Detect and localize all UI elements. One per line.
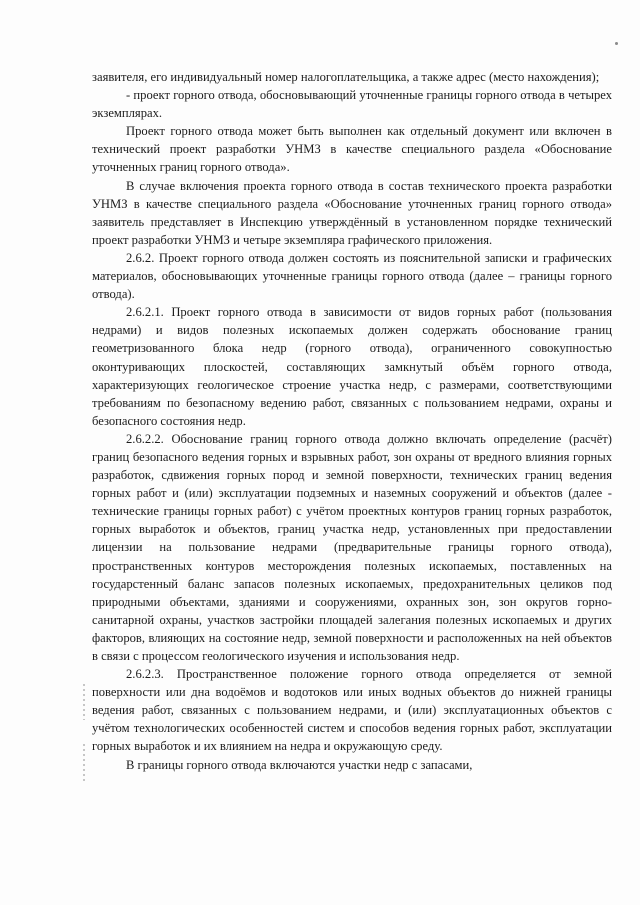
paragraph: В случае включения проекта горного отвода в состав технического проекта разработки УНМЗ в качестве специального раздела «Обоснование уточненных границ горного отвода» заявитель представляет в Инспекцию утверждённый в установленном порядке технический проект разработки УНМЗ и четыре экземпляра графического приложения. bbox=[92, 178, 612, 247]
paragraph: 2.6.2.2. Обоснование границ горного отвода должно включать определение (расчёт) границ безопасного ведения горных и взрывных работ, зон охраны от вредного влияния горных разработок, сдвижения горных пород и земной поверхности, технических границ ведения горных работ и (или) эксплуатации подземных и наземных сооружений и объектов (далее - технические границы горных работ) с учётом проектных контуров границ горных разработок, горных выработок и объектов, границ участка недр, установленных при предоставлении лицензии на пользование недрами (предварительные границы горного отвода), пространственных контуров месторождения полезных ископаемых, поставленных на государстенный баланс запасов полезных ископаемых, предохранительных целиков под природными объектами, зданиями и сооружениями, охранных зон, зон округов горно-санитарной охраны, участков застройки площадей залегания полезных ископаемых и других факторов, влияющих на состояние недр, земной поверхности и расположенных на ней объектов в связи с процессом геологического изучения и использования недр. bbox=[92, 431, 612, 663]
paragraph: 2.6.2.1. Проект горного отвода в зависимости от видов горных работ (пользования недрами) и видов полезных ископаемых должен содержать обоснование границ геометризованного блока недр (горного отвода), ограниченного совокупностью оконтуривающих плоскостей, составляющих замкнутый объём горного отвода, характеризующих геологическое строение участка недр, с размерами, соответствующими требованиям по безопасному ведению работ, связанных с пользованием недрами, охраны и безопасного состояния недр. bbox=[92, 305, 612, 428]
binding-mark bbox=[83, 684, 85, 720]
paragraph: - проект горного отвода, обосновывающий уточненные границы горного отвода в четырех экземплярах. bbox=[92, 88, 612, 121]
scan-speck bbox=[615, 42, 618, 45]
paragraph: 2.6.2. Проект горного отвода должен состоять из пояснительной записки и графических материалов, обосновывающих уточненные границы горного отвода (далее – границы горного отвода). bbox=[92, 250, 612, 302]
paragraph: В границы горного отвода включаются участки недр с запасами, bbox=[126, 757, 473, 772]
binding-mark bbox=[83, 744, 85, 784]
paragraph: заявителя, его индивидуальный номер налогоплательщика, а также адрес (место нахождения); bbox=[92, 70, 600, 84]
document-body bbox=[92, 68, 612, 774]
paragraph: 2.6.2.3. Пространственное положение горного отвода определяется от земной поверхности или дна водоёмов и водотоков или иных водных объектов до нижней границы ведения работ, связанных с пользованием недрами, и (или) эксплуатационных объектов с учётом технологических особенностей систем и способов ведения горных работ, эксплуатации горных выработок и их влиянием на недра и окружающую среду. bbox=[92, 667, 612, 754]
paragraph: Проект горного отвода может быть выполнен как отдельный документ или включен в технический проект разработки УНМЗ в качестве специального раздела «Обоснование уточненных границ горного отвода». bbox=[92, 124, 612, 175]
